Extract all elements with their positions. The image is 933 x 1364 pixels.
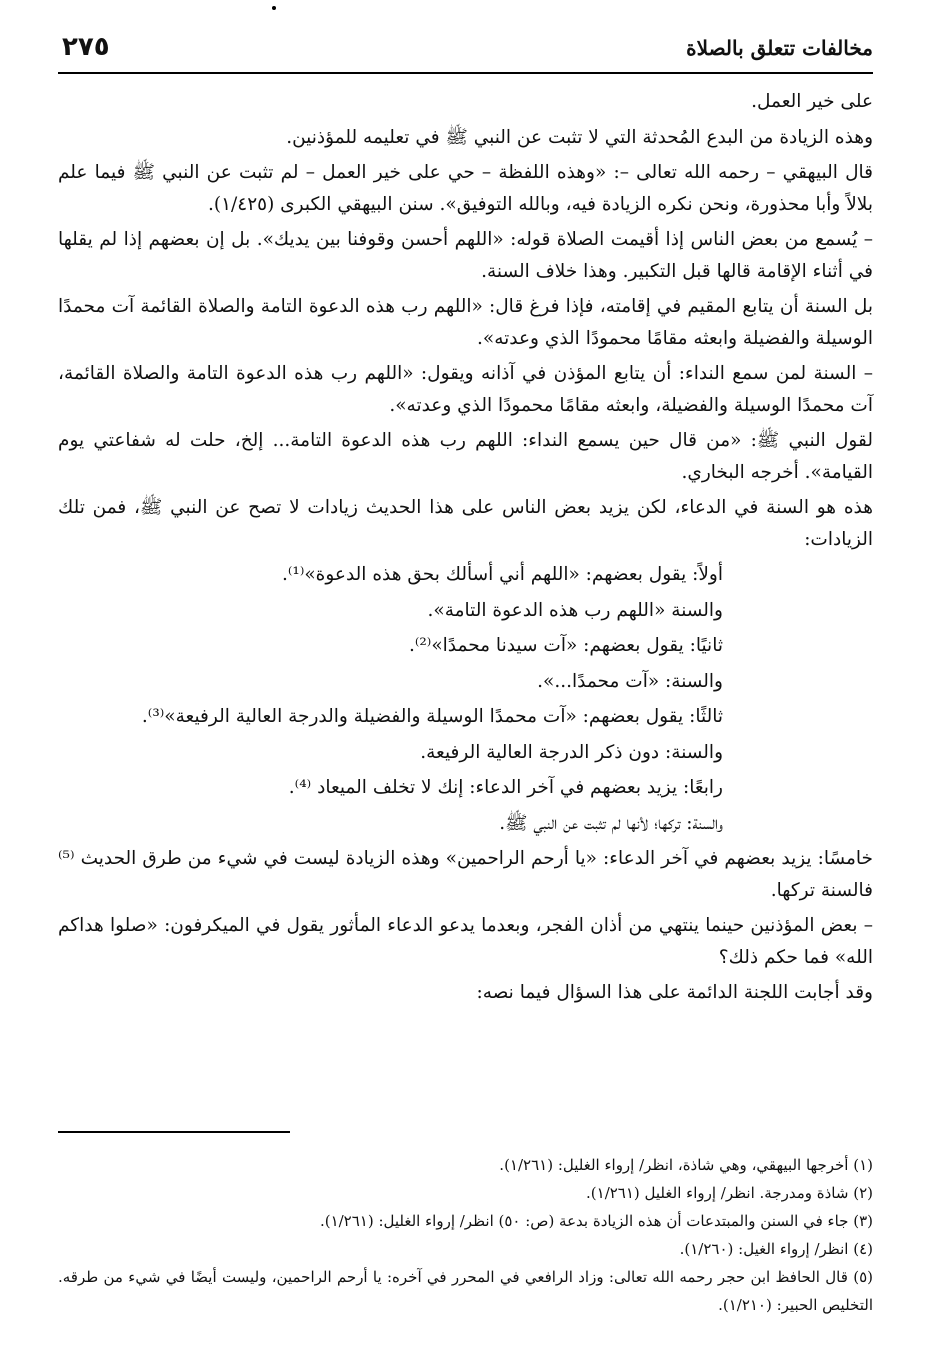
running-title: مخالفات تتعلق بالصلاة [686, 36, 873, 60]
list-item: والسنة: تركها؛ لأنها لم تثبت عن النبي ﷺ. [499, 812, 723, 834]
footnote: (٥) قال الحافظ ابن حجر رحمه الله تعالى: وزاد الرافعي في المحرر في آخره: يا أرحم الراحمين، وليست أيضًا في شيء من طرقه. التخليص الحبير: (١/٢١٠). [58, 1268, 873, 1314]
footnote: (١) أخرجها البيهقي، وهي شاذة، انظر/ إرواء الغليل: (١/٢٦١). [499, 1156, 873, 1174]
paragraph: – بعض المؤذنين حينما ينتهي من أذان الفجر، وبعدما يدعو الدعاء المأثور يقول في الميكرفون: «صلوا هداكم الله» فما حكم ذلك؟ [58, 915, 873, 968]
paragraph: بل السنة أن يتابع المقيم في إقامته، فإذا فرغ قال: «اللهم رب هذه الدعوة التامة والصلاة القائمة آت محمدًا الوسيلة والفضيلة وابعثه مقامًا محمودًا الذي وعدته». [58, 296, 873, 349]
footnote-separator [58, 1131, 290, 1133]
paragraph: – يُسمع من بعض الناس إذا أقيمت الصلاة قوله: «اللهم أحسن وقوفنا بين يديك». بل إن بعضهم إذا لم يقلها في أثناء الإقامة قالها قبل التكبير. وهذا خلاف السنة. [58, 229, 873, 282]
footnote: (٢) شاذة ومدرجة. انظر/ إرواء الغليل (١/٢٦١). [586, 1184, 873, 1202]
list-item: ثانيًا: يقول بعضهم: «آت سيدنا محمدًا»⁽²⁾. [408, 635, 723, 656]
list-item: رابعًا: يزيد بعضهم في آخر الدعاء: إنك لا تخلف الميعاد ⁽⁴⁾. [288, 777, 723, 798]
stray-dot [272, 6, 276, 10]
page-header [58, 26, 873, 74]
paragraph: لقول النبي ﷺ: «من قال حين يسمع النداء: اللهم رب هذه الدعوة التامة... إلخ، حلت له شفاعتي يوم القيامة». أخرجه البخاري. [58, 430, 873, 483]
paragraph: خامسًا: يزيد بعضهم في آخر الدعاء: «يا أرحم الراحمين» وهذه الزيادة ليست في شيء من طرق الحديث ⁽⁵⁾ فالسنة تركها. [58, 848, 873, 901]
paragraph: قال البيهقي – رحمه الله تعالى –: «وهذه اللفظة – حي على خير العمل – لم تثبت عن النبي ﷺ فيما علم بلالاً وأبا محذورة، ونحن نكره الزيادة فيه، وبالله التوفيق». سنن البيهقي الكبرى (١/٤٢٥). [58, 162, 873, 215]
paragraph: هذه هو السنة في الدعاء، لكن يزيد بعض الناس على هذا الحديث زيادات لا تصح عن النبي ﷺ، فمن تلك الزيادات: [58, 497, 873, 550]
paragraph: وقد أجابت اللجنة الدائمة على هذا السؤال فيما نصه: [476, 982, 873, 1003]
list-item: ثالثًا: يقول بعضهم: «آت محمدًا الوسيلة والفضيلة والدرجة العالية الرفيعة»⁽³⁾. [141, 706, 723, 727]
footnotes [58, 1151, 873, 1319]
list-item: والسنة: «آت محمدًا...». [537, 670, 723, 692]
list-item: أولاً: يقول بعضهم: «اللهم أني أسألك بحق هذه الدعوة»⁽¹⁾. [281, 564, 723, 585]
list-item: والسنة «اللهم رب هذه الدعوة التامة». [427, 599, 723, 621]
paragraph: وهذه الزيادة من البدع المُحدثة التي لا تثبت عن النبي ﷺ في تعليمه للمؤذنين. [286, 126, 873, 148]
paragraph: على خير العمل. [751, 91, 873, 112]
footnote: (٣) جاء في السنن والمبتدعات أن هذه الزيادة بدعة (ص: ٥٠) انظر/ إرواء الغليل: (١/٢٦١). [319, 1212, 873, 1230]
main-text [58, 86, 873, 1009]
page [58, 26, 873, 1364]
paragraph: – السنة لمن سمع النداء: أن يتابع المؤذن في آذانه ويقول: «اللهم رب هذه الدعوة التامة والصلاة القائمة، آت محمدًا الوسيلة والفضيلة، وابعثه مقامًا محمودًا الذي وعدته». [58, 363, 873, 416]
page-number: ٢٧٥ [62, 32, 110, 62]
list-item: والسنة: دون ذكر الدرجة العالية الرفيعة. [420, 741, 723, 763]
footnote: (٤) انظر/ إرواء الغيل: (١/٢٦٠). [679, 1240, 873, 1258]
